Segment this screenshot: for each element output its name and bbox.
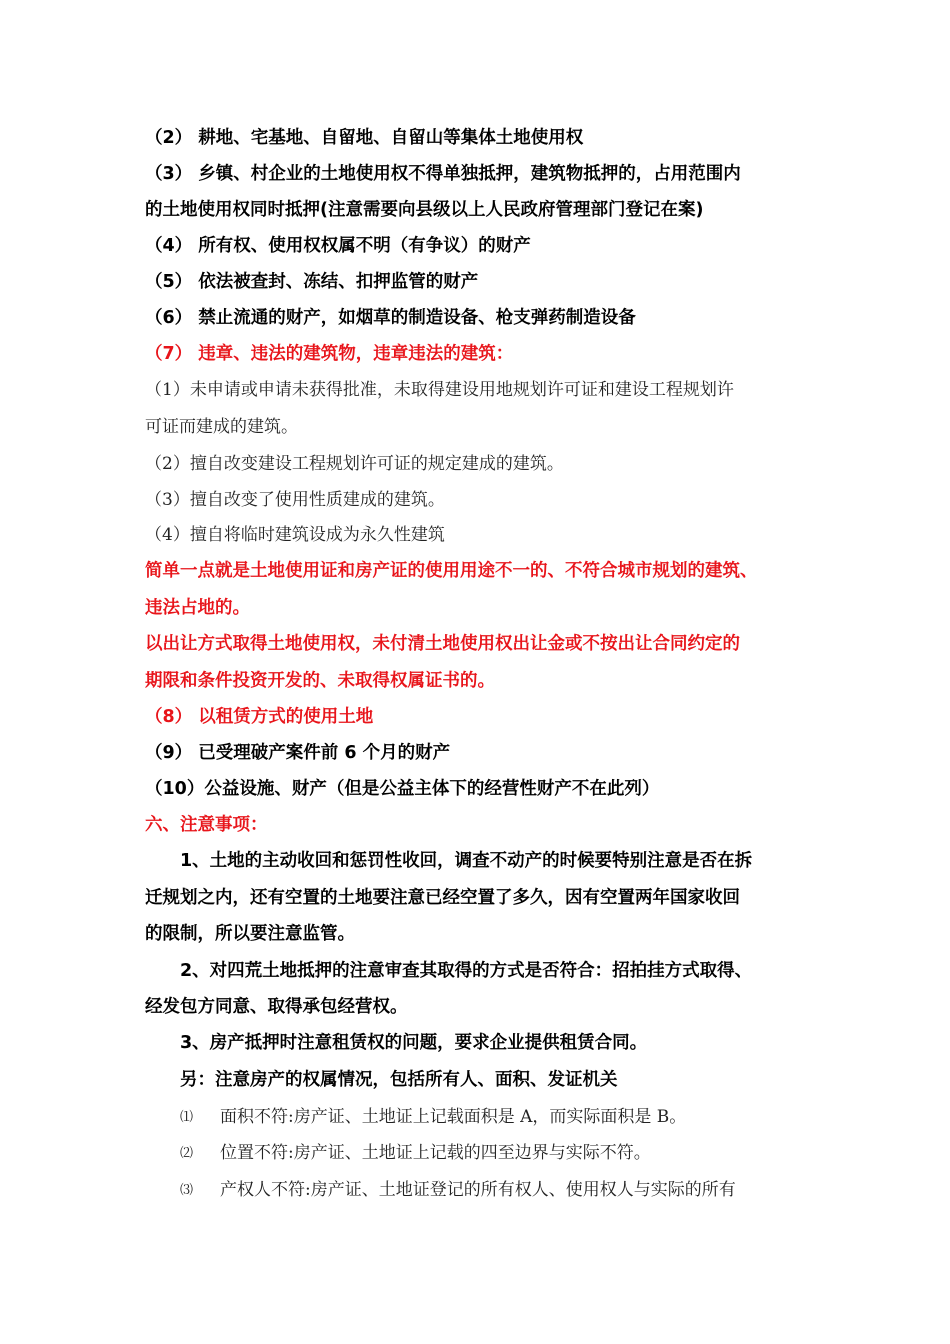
paragraph-continuation: 的土地使用权同时抵押(注意需要向县级以上人民政府管理部门登记在案) xyxy=(145,200,704,220)
paragraph: 1、土地的主动收回和惩罚性收回，调查不动产的时候要特别注意是否在拆 xyxy=(180,851,753,871)
numbered-item xyxy=(180,1178,736,1203)
item-number: ⑴ xyxy=(180,1110,194,1125)
list-item: （10）公益设施、财产（但是公益主体下的经营性财产不在此列） xyxy=(145,779,660,799)
sub-item: （3）擅自改变了使用性质建成的建筑。 xyxy=(145,490,445,510)
sub-item: （2）擅自改变建设工程规划许可证的规定建成的建筑。 xyxy=(145,454,564,474)
paragraph: 3、房产抵押时注意租赁权的问题，要求企业提供租赁合同。 xyxy=(180,1033,648,1053)
paragraph: 2、对四荒土地抵押的注意审查其取得的方式是否符合：招拍挂方式取得、 xyxy=(180,961,753,981)
paragraph: 另：注意房产的权属情况，包括所有人、面积、发证机关 xyxy=(180,1070,618,1090)
highlight-note-continuation: 期限和条件投资开发的、未取得权属证书的。 xyxy=(145,671,495,691)
list-item: （5） 依法被查封、冻结、扣押监管的财产 xyxy=(145,272,479,292)
sub-item: （4）擅自将临时建筑设成为永久性建筑 xyxy=(145,525,445,545)
highlight-note: 简单一点就是土地使用证和房产证的使用用途不一的、不符合城市规划的建筑、 xyxy=(145,561,758,581)
item-number: ⑵ xyxy=(180,1146,194,1161)
list-item: （6） 禁止流通的财产，如烟草的制造设备、枪支弹药制造设备 xyxy=(145,308,636,328)
item-text: 位置不符:房产证、土地证上记载的四至边界与实际不符。 xyxy=(220,1143,651,1163)
paragraph-continuation: 迁规划之内，还有空置的土地要注意已经空置了多久，因有空置两年国家收回 xyxy=(145,888,740,908)
numbered-item xyxy=(180,1141,651,1166)
paragraph-continuation: 经发包方同意、取得承包经营权。 xyxy=(145,997,408,1017)
sub-item-continuation: 可证而建成的建筑。 xyxy=(145,417,298,437)
list-item-highlight: （7） 违章、违法的建筑物，违章违法的建筑： xyxy=(145,344,514,364)
sub-item: （1）未申请或申请未获得批准，未取得建设用地规划许可证和建设工程规划许 xyxy=(145,380,734,400)
item-text: 面积不符:房产证、土地证上记载面积是 A，而实际面积是 B。 xyxy=(220,1107,687,1127)
section-heading: 六、注意事项： xyxy=(145,815,268,835)
paragraph-continuation: 的限制，所以要注意监管。 xyxy=(145,924,355,944)
list-item: （9） 已受理破产案件前 6 个月的财产 xyxy=(145,743,451,763)
item-text: 产权人不符:房产证、土地证登记的所有权人、使用权人与实际的所有 xyxy=(220,1180,736,1200)
highlight-note: 以出让方式取得土地使用权，未付清土地使用权出让金或不按出让合同约定的 xyxy=(145,634,740,654)
list-item: （3） 乡镇、村企业的土地使用权不得单独抵押，建筑物抵押的，占用范围内 xyxy=(145,164,741,184)
highlight-note-continuation: 违法占地的。 xyxy=(145,598,250,618)
list-item: （2） 耕地、宅基地、自留地、自留山等集体土地使用权 xyxy=(145,128,584,148)
numbered-item xyxy=(180,1105,686,1130)
list-item-highlight: （8） 以租赁方式的使用土地 xyxy=(145,707,374,727)
list-item: （4） 所有权、使用权权属不明（有争议）的财产 xyxy=(145,236,531,256)
item-number: ⑶ xyxy=(180,1183,194,1198)
